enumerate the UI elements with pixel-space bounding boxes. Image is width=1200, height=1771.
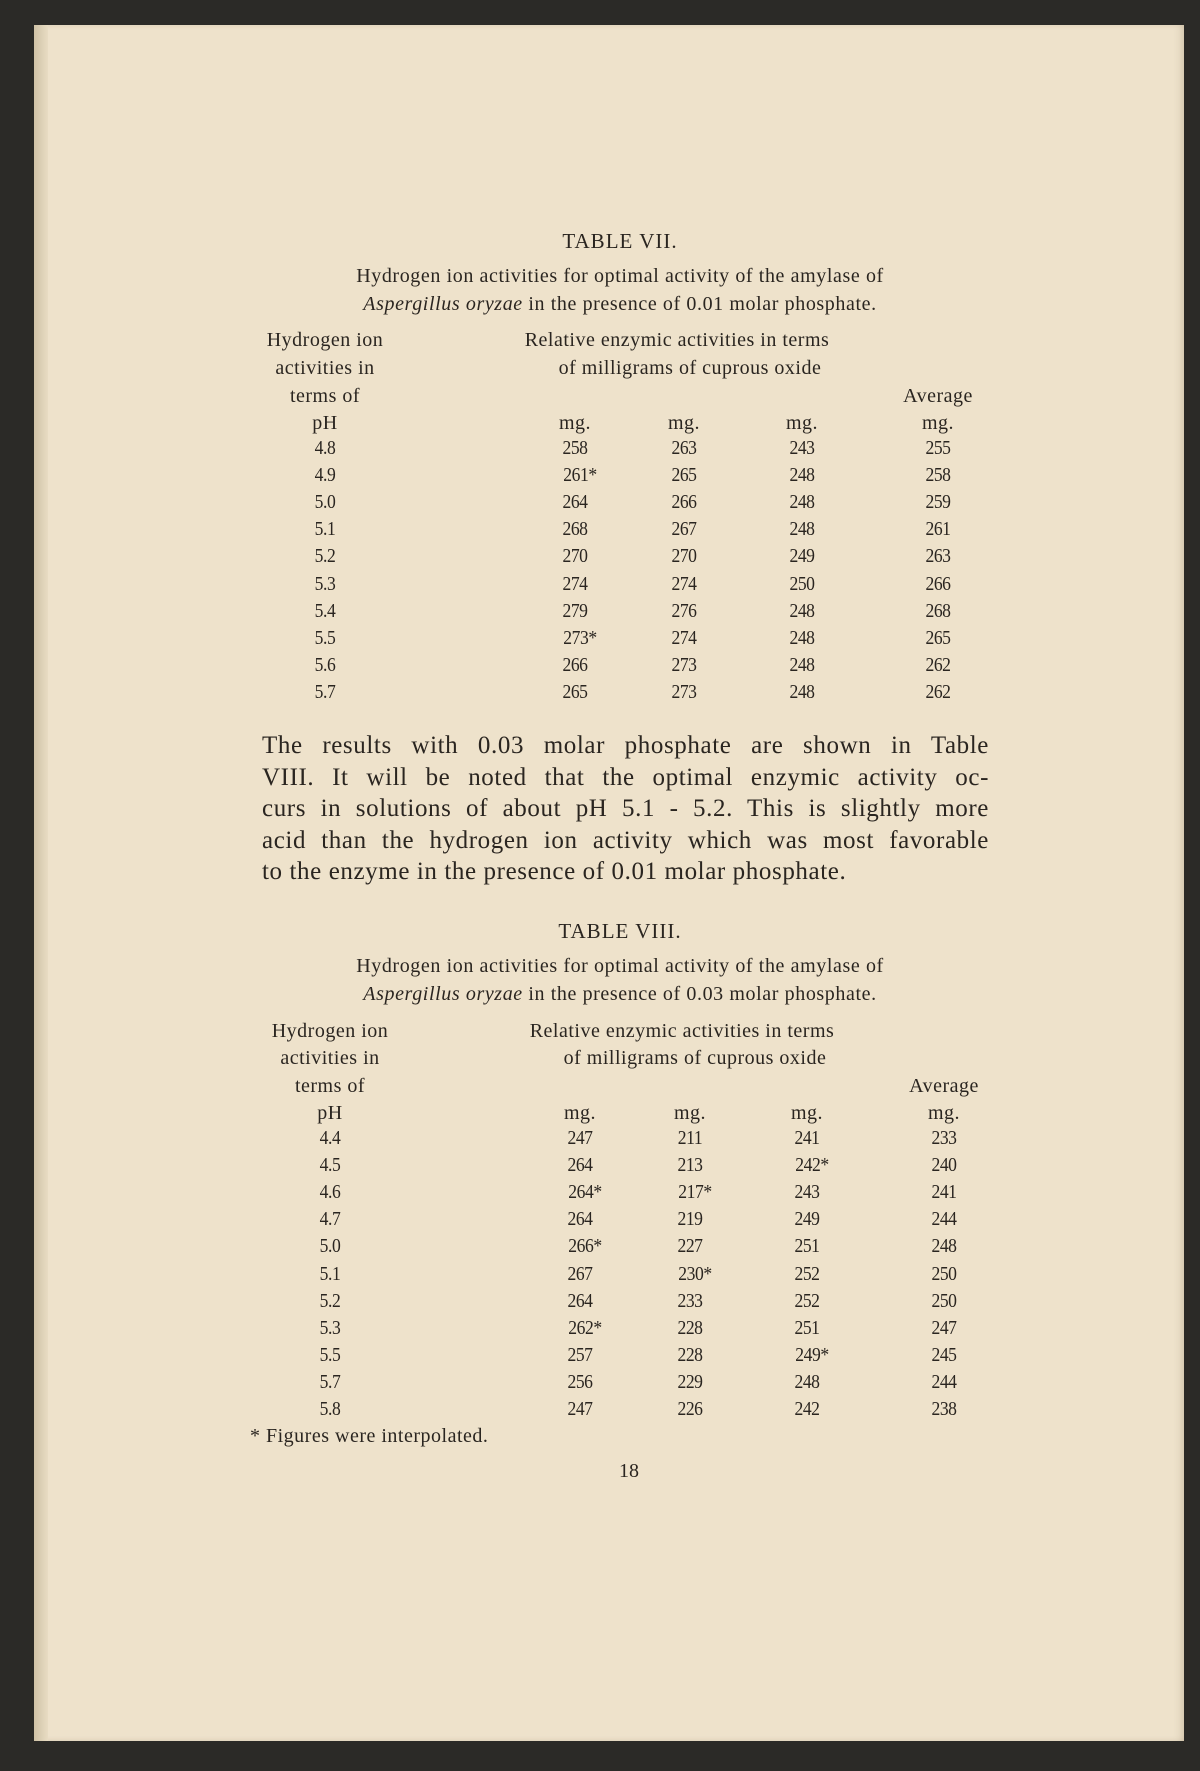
column-header-ph: pH [312,412,338,434]
species-name: Aspergillus oryzae [363,293,523,315]
column-header-ph: Hydrogen ion [266,329,384,351]
cell-ph: 5.3 [319,1316,341,1339]
cell-value: 273 [671,653,697,676]
cell-ph: 5.0 [314,491,336,514]
cell-value: 262* [568,1316,602,1339]
column-header-ph: terms of [289,385,361,407]
cell-value: 248 [789,680,815,703]
cell-value: 268 [562,518,588,541]
cell-value: 250 [931,1289,957,1312]
table-caption-line [363,293,876,316]
cell-value: 274 [671,626,697,649]
cell-value: 274 [562,572,588,595]
table-caption-line: Hydrogen ion activities for optimal activity of the amylase of [356,955,884,977]
cell-value: 264 [567,1154,593,1177]
cell-ph: 4.6 [319,1181,341,1204]
cell-value: 247 [931,1316,957,1339]
cell-ph: 5.7 [314,680,336,703]
cell-value: 249 [794,1208,820,1231]
cell-ph: 5.3 [314,572,336,595]
cell-ph: 4.8 [314,437,336,459]
cell-value: 248 [789,464,815,487]
cell-value: 250 [931,1262,957,1285]
cell-value: 265 [562,680,588,703]
unit-label: mg. [785,412,819,434]
cell-value: 248 [789,518,815,541]
cell-ph: 5.5 [314,626,336,649]
cell-value: 228 [677,1343,703,1366]
species-name: Aspergillus oryzae [363,983,523,1005]
cell-value: 244 [931,1208,957,1231]
cell-value: 228 [677,1316,703,1339]
cell-value: 274 [671,572,697,595]
caption-rest: in the presence of 0.03 molar phosphate. [522,983,877,1005]
cell-ph: 5.6 [314,653,336,676]
caption-rest: in the presence of 0.01 molar phosphate. [522,293,877,315]
cell-value: 251 [794,1316,820,1339]
cell-value: 241 [931,1181,957,1204]
cell-ph: 5.2 [314,545,336,568]
cell-value: 252 [794,1262,820,1285]
cell-value: 227 [677,1235,703,1258]
cell-value: 262 [925,680,951,703]
cell-value: 257 [567,1343,593,1366]
cell-value: 249* [795,1343,829,1366]
cell-value: 270 [671,545,697,568]
column-header-ph: activities in [280,1047,380,1069]
page-number: 18 [619,1460,639,1482]
cell-value: 251 [794,1235,820,1258]
cell-value: 249 [789,545,815,568]
cell-value: 267 [567,1262,593,1285]
unit-label: mg. [673,1102,707,1124]
cell-value: 255 [925,437,951,459]
cell-value: 252 [794,1289,820,1312]
cell-value: 261 [925,518,951,541]
cell-value: 259 [925,491,951,514]
column-header-average: Average [903,385,973,407]
cell-value: 248 [789,599,815,622]
column-header-average: Average [909,1075,979,1097]
cell-value: 248 [789,653,815,676]
table-title: TABLE VII. [562,229,678,253]
cell-value: 211 [677,1127,703,1149]
cell-value: 247 [567,1398,593,1420]
table-title: TABLE VIII. [558,919,682,943]
footnote: * Figures were interpolated. [250,1425,489,1447]
cell-value: 270 [562,545,588,568]
unit-label: mg. [667,412,701,434]
column-header-ph: pH [317,1102,343,1124]
cell-ph: 5.2 [319,1289,341,1312]
paragraph-line: acid than the hydrogen ion activity which was most favorable [262,826,989,854]
cell-ph: 5.1 [314,518,336,541]
cell-ph: 4.7 [319,1208,341,1231]
cell-value: 264* [568,1181,602,1204]
unit-label: mg. [927,1102,961,1124]
cell-value: 276 [671,599,697,622]
cell-value: 266 [562,653,588,676]
cell-value: 262 [925,653,951,676]
cell-value: 219 [677,1208,703,1231]
column-header-ph: Hydrogen ion [271,1020,389,1042]
unit-label: mg. [790,1102,824,1124]
cell-ph: 5.4 [314,599,336,622]
paragraph-line: to the enzyme in the presence of 0.01 molar phosphate. [262,858,847,885]
column-header-activity: Relative enzymic activities in terms [529,1020,835,1042]
table-caption-line: Hydrogen ion activities for optimal activity of the amylase of [356,265,884,287]
column-header-ph: activities in [275,357,375,379]
page-edge [34,25,48,1741]
cell-value: 265 [925,626,951,649]
cell-value: 263 [671,437,697,459]
cell-value: 238 [931,1398,957,1420]
cell-value: 229 [677,1370,703,1393]
cell-value: 250 [789,572,815,595]
unit-label: mg. [558,412,592,434]
cell-value: 263 [925,545,951,568]
column-header-activity: Relative enzymic activities in terms [524,329,830,351]
cell-value: 258 [562,437,588,459]
cell-value: 267 [671,518,697,541]
paragraph-line: VIII. It will be noted that the optimal enzymic activity oc- [262,763,989,791]
cell-value: 241 [794,1127,820,1149]
cell-value: 266 [925,572,951,595]
cell-value: 244 [931,1370,957,1393]
cell-value: 242* [795,1154,829,1177]
cell-ph: 5.5 [319,1343,341,1366]
cell-value: 213 [677,1154,703,1177]
cell-value: 264 [562,491,588,514]
cell-value: 265 [671,464,697,487]
cell-value: 247 [567,1127,593,1149]
cell-value: 256 [567,1370,593,1393]
cell-value: 233 [677,1289,703,1312]
cell-value: 266 [671,491,697,514]
cell-ph: 5.7 [319,1370,341,1393]
cell-ph: 5.1 [319,1262,341,1285]
cell-value: 261* [563,464,597,487]
paragraph-line: The results with 0.03 molar phosphate are shown in Table [262,732,989,759]
column-header-activity: of milligrams of cuprous oxide [563,1047,827,1069]
column-header-activity: of milligrams of cuprous oxide [558,357,822,379]
cell-value: 248 [931,1235,957,1258]
cell-ph: 5.0 [319,1235,341,1258]
cell-value: 268 [925,599,951,622]
cell-value: 273* [563,626,597,649]
table-caption-line [363,983,876,1006]
cell-value: 273 [671,680,697,703]
cell-value: 242 [794,1398,820,1420]
column-header-ph: terms of [294,1075,366,1097]
cell-value: 240 [931,1154,957,1177]
cell-value: 264 [567,1289,593,1312]
cell-value: 233 [931,1127,957,1149]
unit-label: mg. [921,412,955,434]
cell-ph: 4.9 [314,464,336,487]
cell-value: 279 [562,599,588,622]
cell-value: 258 [925,464,951,487]
cell-value: 248 [789,491,815,514]
cell-ph: 4.5 [319,1154,341,1177]
cell-value: 230* [678,1262,712,1285]
cell-value: 226 [677,1398,703,1420]
cell-value: 264 [567,1208,593,1231]
cell-value: 243 [789,437,815,459]
cell-value: 243 [794,1181,820,1204]
cell-value: 266* [568,1235,602,1258]
cell-value: 248 [789,626,815,649]
cell-value: 217* [678,1181,712,1204]
cell-value: 245 [931,1343,957,1366]
cell-ph: 4.4 [319,1127,341,1149]
unit-label: mg. [563,1102,597,1124]
cell-ph: 5.8 [319,1398,341,1420]
cell-value: 248 [794,1370,820,1393]
paragraph-line: curs in solutions of about pH 5.1 - 5.2. This is slightly more [262,795,989,822]
